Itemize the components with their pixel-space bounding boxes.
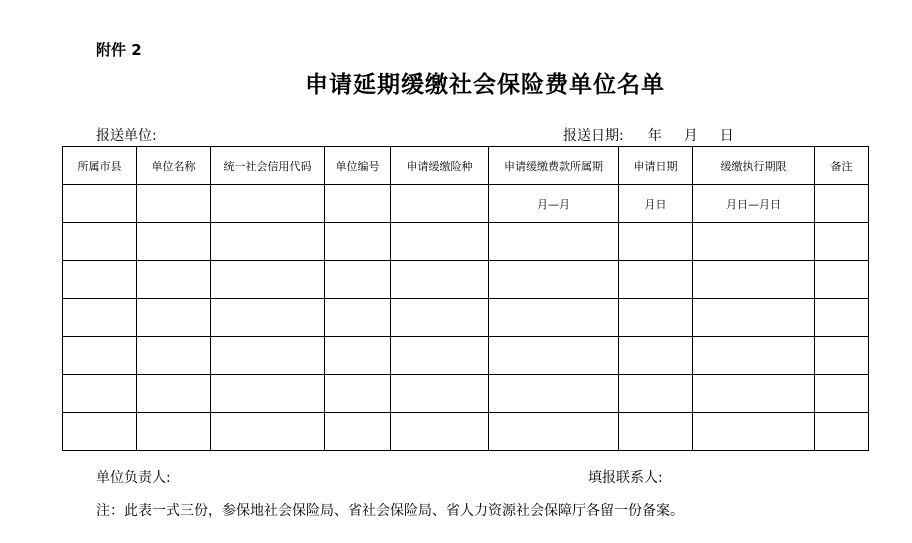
table-header-row <box>63 147 869 185</box>
table-cell <box>325 375 391 413</box>
table-cell <box>137 413 211 451</box>
table-cell <box>619 299 693 337</box>
table-cell <box>489 223 619 261</box>
table-cell <box>211 223 325 261</box>
table-row <box>63 299 869 337</box>
attachment-label: 附件 2 <box>96 41 142 59</box>
table-cell <box>325 185 391 223</box>
table-cell <box>325 261 391 299</box>
table-cell <box>619 375 693 413</box>
contact-person-label: 填报联系人: <box>588 470 663 486</box>
unit-list-table <box>62 146 869 451</box>
table-cell <box>815 375 869 413</box>
table-cell <box>137 375 211 413</box>
table-cell <box>489 299 619 337</box>
table-cell <box>391 337 489 375</box>
table-cell <box>211 337 325 375</box>
column-header: 缓缴执行期限 <box>693 147 815 185</box>
table-cell <box>137 337 211 375</box>
report-date-label: 报送日期: <box>563 128 624 144</box>
table-cell <box>815 185 869 223</box>
table-cell <box>391 261 489 299</box>
table-cell <box>815 223 869 261</box>
table-cell <box>137 261 211 299</box>
table-cell <box>325 299 391 337</box>
table-cell <box>693 375 815 413</box>
table-cell <box>211 375 325 413</box>
table-row <box>63 375 869 413</box>
column-header: 单位编号 <box>325 147 391 185</box>
table-cell <box>211 185 325 223</box>
table-cell <box>63 299 137 337</box>
table-cell <box>815 299 869 337</box>
table-cell <box>489 261 619 299</box>
column-header: 申请日期 <box>619 147 693 185</box>
column-header: 统一社会信用代码 <box>211 147 325 185</box>
table-row <box>63 337 869 375</box>
day-label: 日 <box>719 128 734 144</box>
column-header: 所属市县 <box>63 147 137 185</box>
table-cell <box>63 375 137 413</box>
table-cell <box>325 337 391 375</box>
table-cell <box>325 413 391 451</box>
table-cell <box>63 413 137 451</box>
column-header: 申请缓缴险种 <box>391 147 489 185</box>
table-cell <box>137 223 211 261</box>
responsible-person-label: 单位负责人: <box>96 470 171 486</box>
table-cell <box>63 185 137 223</box>
table-cell: 月—月 <box>489 185 619 223</box>
table-cell: 月日 <box>619 185 693 223</box>
table-cell <box>391 223 489 261</box>
table-cell <box>489 337 619 375</box>
footnote: 注：此表一式三份，参保地社会保险局、省社会保险局、省人力资源社会保障厅各留一份备案。 <box>96 503 684 519</box>
table-cell <box>815 413 869 451</box>
table-cell <box>211 299 325 337</box>
report-unit-label: 报送单位: <box>96 128 157 144</box>
table-cell: 月日—月日 <box>693 185 815 223</box>
table-cell <box>137 185 211 223</box>
table-cell <box>325 223 391 261</box>
table-row <box>63 261 869 299</box>
table-cell <box>619 337 693 375</box>
table-cell <box>391 375 489 413</box>
year-label: 年 <box>647 128 662 144</box>
table-cell <box>693 223 815 261</box>
table-row <box>63 185 869 223</box>
table-cell <box>211 261 325 299</box>
table-cell <box>391 185 489 223</box>
table-cell <box>693 413 815 451</box>
table-cell <box>619 261 693 299</box>
table-row <box>63 413 869 451</box>
table-cell <box>619 413 693 451</box>
table-cell <box>693 337 815 375</box>
table-cell <box>489 413 619 451</box>
table-cell <box>391 413 489 451</box>
page-title: 申请延期缓缴社会保险费单位名单 <box>305 72 665 98</box>
table-cell <box>815 261 869 299</box>
table-cell <box>63 261 137 299</box>
table-cell <box>693 299 815 337</box>
table-cell <box>489 375 619 413</box>
month-label: 月 <box>683 128 698 144</box>
column-header: 申请缓缴费款所属期 <box>489 147 619 185</box>
table-cell <box>619 223 693 261</box>
table-row <box>63 223 869 261</box>
table-cell <box>63 223 137 261</box>
column-header: 备注 <box>815 147 869 185</box>
table-cell <box>137 299 211 337</box>
column-header: 单位名称 <box>137 147 211 185</box>
table-cell <box>391 299 489 337</box>
table-cell <box>63 337 137 375</box>
table-cell <box>693 261 815 299</box>
table-cell <box>211 413 325 451</box>
report-date <box>563 125 734 145</box>
table-cell <box>815 337 869 375</box>
